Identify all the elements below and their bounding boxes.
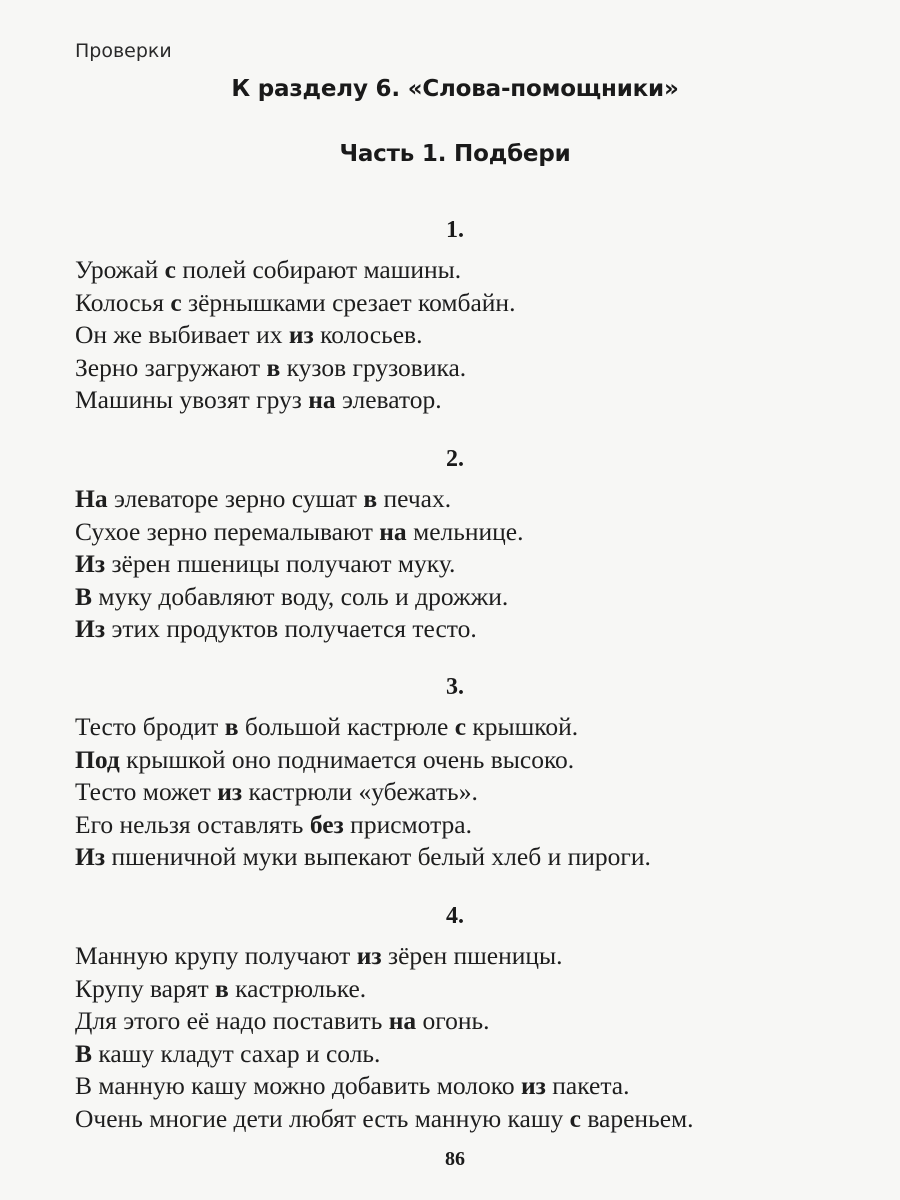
sentence-line [75,516,524,549]
sentence-line [75,841,651,874]
preposition-highlight: с [569,1103,581,1133]
sentence-text: Его нельзя оставлять [75,809,310,839]
sentence-text: Очень многие дети любят есть манную кашу [75,1103,570,1133]
sentence-text: Колосья [75,287,171,317]
sentence-text: муку добавляют воду, соль и дрожжи. [92,581,509,611]
exercise-number: 2. [446,446,464,472]
running-head: Проверки [75,40,172,62]
sentence-line [75,940,694,973]
sentence-text: зёрнышками срезает комбайн. [181,287,516,317]
sentence-text: печах. [377,484,452,513]
sentence-line [75,711,651,744]
sentence-text: пакета. [545,1071,630,1100]
preposition-highlight: на [379,516,407,546]
preposition-highlight: из [288,320,314,349]
preposition-highlight: в [214,973,229,1003]
sentence-line [75,483,524,516]
sentence-line [75,1005,694,1038]
sentence-text: Манную крупу получают [75,941,357,970]
sentence-text: вареньем. [580,1103,694,1133]
sentence-line [75,254,515,287]
preposition-highlight: Из [75,842,106,871]
sentence-text: кастрюльке. [228,973,367,1003]
sentence-line [75,1103,694,1136]
section-title: К разделу 6. «Слова-помощники» [231,76,679,102]
sentence-text: зёрен пшеницы получают муку. [105,549,456,578]
sentence-text: этих продуктов получается тесто. [105,614,477,643]
preposition-highlight: без [309,809,344,839]
exercise-number: 3. [446,674,464,700]
preposition-highlight: с [170,287,182,317]
exercise-lines [75,711,651,874]
sentence-line [75,613,524,646]
sentence-line [75,548,524,581]
sentence-text: крышкой оно поднимается очень высоко. [119,744,575,774]
preposition-highlight: на [308,385,336,414]
sentence-text: кашу кладут сахар и соль. [92,1038,381,1068]
preposition-highlight: Из [75,549,106,578]
preposition-highlight: в [363,484,378,513]
sentence-text: элеваторе зерно сушат [107,484,364,513]
sentence-text: Тесто бродит [75,712,225,741]
sentence-text: Машины увозят груз [75,385,309,414]
exercise-lines [75,483,524,646]
preposition-highlight: В [75,581,93,611]
sentence-text: зёрен пшеницы. [381,941,563,970]
exercise-lines [75,940,694,1135]
sentence-line [75,744,651,777]
preposition-highlight: на [388,1006,417,1035]
preposition-highlight: На [75,484,108,513]
exercise-number: 1. [446,217,464,243]
sentence-line [75,319,515,352]
sentence-text: огонь. [416,1006,490,1035]
sentence-text: колосьев. [313,320,423,349]
preposition-highlight: в [266,352,281,382]
exercise-number: 4. [446,903,464,929]
sentence-text: Для этого её надо поставить [75,1006,389,1035]
preposition-highlight: из [520,1071,546,1100]
sentence-text: элеватор. [335,385,442,414]
sentence-text: Крупу варят [75,973,215,1003]
sentence-text: Сухое зерно перемалывают [75,516,380,546]
preposition-highlight: Под [75,744,120,774]
sentence-text: большой кастрюле [238,712,455,741]
sentence-text: мельнице. [406,516,524,546]
sentence-line [75,1070,694,1103]
sentence-line [75,1038,694,1071]
sentence-line [75,973,694,1006]
exercise-lines [75,254,515,417]
sentence-text: кастрюли «убежать». [242,777,478,806]
preposition-highlight: из [356,941,382,970]
sentence-text: пшеничной муки выпекают белый хлеб и пироги. [105,842,651,871]
sentence-line [75,809,651,842]
sentence-text: Зерно загружают [75,352,267,382]
preposition-highlight: Из [75,614,106,643]
sentence-line [75,352,515,385]
sentence-text: кузов грузовика. [280,352,467,382]
preposition-highlight: с [454,712,467,741]
sentence-line [75,384,515,417]
sentence-text: Он же выбивает их [75,320,289,349]
sentence-text: полей собирают машины. [175,255,462,284]
sentence-line [75,776,651,809]
preposition-highlight: с [164,255,176,284]
sentence-text: Урожай [75,255,165,284]
sentence-text: присмотра. [343,809,472,839]
part-title: Часть 1. Подбери [339,141,571,167]
preposition-highlight: В [75,1038,93,1068]
sentence-text: крышкой. [466,712,579,741]
preposition-highlight: в [224,712,239,741]
sentence-text: Тесто может [75,777,218,806]
sentence-text: В манную кашу можно добавить молоко [75,1071,521,1100]
sentence-line [75,581,524,614]
page-number: 86 [445,1148,465,1170]
sentence-line [75,287,515,320]
preposition-highlight: из [217,777,243,806]
